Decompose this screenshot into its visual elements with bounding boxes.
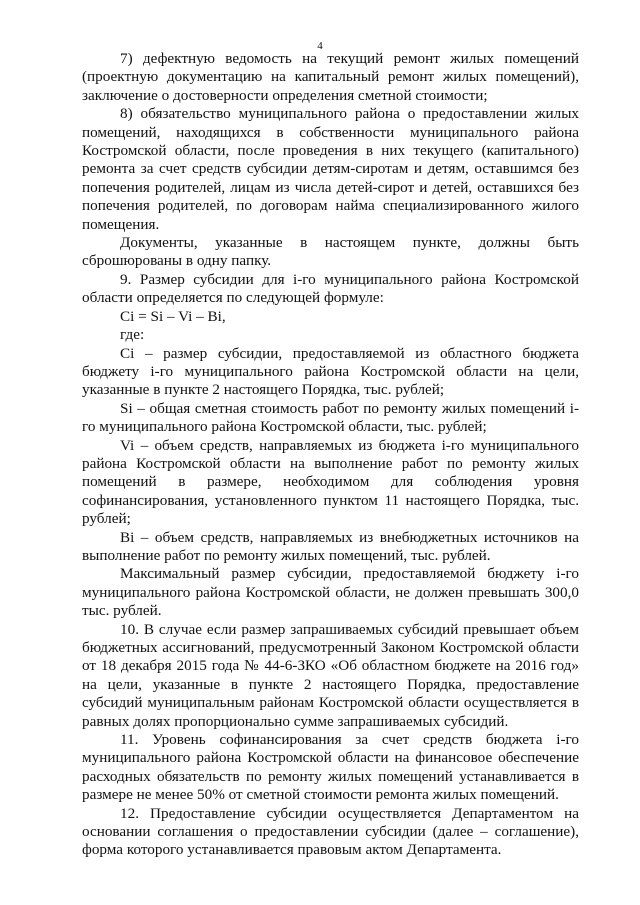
paragraph-item-8: 8) обязательство муниципального района о предоставлении жилых помещений, находящихся в собственности муниципального района Костромской области, после проведения в них текущего (капитального) ремонта за счет средств субсидии детям-сиротам и детям, оставшимся без попечения родителей, лицам из числа детей-сирот и детей, оставшихся без попечения родителей, по договорам найма специализированного жилого помещения. <box>82 105 579 233</box>
paragraph-clause-9: 9. Размер субсидии для i-го муниципального района Костромской области определяется по следующей формуле: <box>82 270 579 307</box>
definition-bi: Bi – объем средств, направляемых из внебюджетных источников на выполнение работ по ремонту жилых помещений, тыс. рублей. <box>82 528 579 564</box>
paragraph-clause-10: 10. В случае если размер запрашиваемых субсидий превышает объем бюджетных ассигнований, предусмотренный Законом Костромской области от 18 декабря 2015 года № 44-6-ЗКО «Об областном бюджете на 2016 год» на цели, указанные в пункте 2 настоящего Порядка, предоставление субсидий муниципальным районам Костромской области осуществляется в равных долях пропорционально сумме запрашиваемых субсидий. <box>82 620 579 730</box>
paragraph-documents-note: Документы, указанные в настоящем пункте, должны быть сброшюрованы в одну папку. <box>82 234 579 270</box>
where-label: где: <box>120 326 145 344</box>
definition-vi: Vi – объем средств, направляемых из бюджета i-го муниципального района Костромской области на выполнение работ по ремонту жилых помещений в размере, необходимом для соблюдения уровня софинансирования, установленного пунктом 11 настоящего Порядка, тыс. рублей; <box>82 436 579 528</box>
definition-ci: Ci – размер субсидии, предоставляемой из областного бюджета бюджету i-го муниципального района Костромской области на цели, указанные в пункте 2 настоящего Порядка, тыс. рублей; <box>82 344 579 399</box>
document-body <box>82 50 579 860</box>
paragraph-max-subsidy: Максимальный размер субсидии, предоставляемой бюджету i-го муниципального района Костромской области, не должен превышать 300,0 тыс. рублей. <box>82 565 579 620</box>
subsidy-formula: Ci = Si – Vi – Bi, <box>120 307 226 325</box>
page-number: 4 <box>317 40 323 52</box>
paragraph-item-7: 7) дефектную ведомость на текущий ремонт жилых помещений (проектную документацию на капитальный ремонт жилых помещений), заключение о достоверности определения сметной стоимости; <box>82 50 579 104</box>
definition-si: Si – общая сметная стоимость работ по ремонту жилых помещений i-го муниципального района Костромской области, тыс. рублей; <box>82 399 579 436</box>
paragraph-clause-11: 11. Уровень софинансирования за счет средств бюджета i-го муниципального района Костромской области на финансовое обеспечение расходных обязательств по ремонту жилых помещений устанавливается в размере не менее 50% от сметной стоимости ремонта жилых помещений. <box>82 731 579 804</box>
paragraph-clause-12: 12. Предоставление субсидии осуществляется Департаментом на основании соглашения о предоставлении субсидии (далее – соглашение), форма которого устанавливается правовым актом Департамента. <box>82 804 579 859</box>
